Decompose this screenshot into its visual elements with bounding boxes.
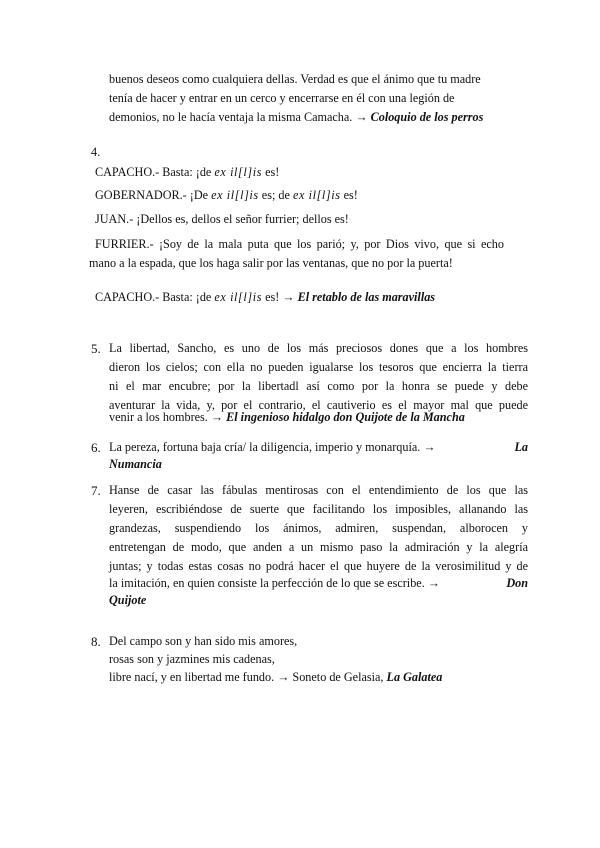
p7-line-6-text: la imitación, en quien consiste la perfección de lo que se escribe. → — [109, 576, 440, 590]
p3-work-title: Coloquio de los perros — [370, 110, 484, 124]
p8-line-2: rosas son y jazmines mis cadenas, — [109, 652, 275, 666]
capacho-line-2-latin: ex il[l]is — [214, 290, 263, 304]
p7-line-5: juntas; y todas estas cosas no podrá hacer el que huyere de la verosimilitud y de — [109, 559, 528, 573]
furrier-line-1: FURRIER.- ¡Soy de la mala puta que los parió; y, por Dios vivo, que si echo — [95, 237, 504, 251]
p5-line-2: dieron los cielos; con ella no pueden igualarse los tesoros que encierra la tierra — [109, 360, 528, 374]
p5-line-1: La libertad, Sancho, es uno de los más preciosos dones que a los hombres — [109, 341, 528, 355]
p7-work-title-1: Don — [506, 576, 528, 590]
p8-work-title: La Galatea — [386, 670, 443, 684]
capacho-line-2-b: es! → — [265, 290, 295, 304]
p8-line-1: Del campo son y han sido mis amores, — [109, 634, 298, 648]
gobernador-line — [95, 188, 358, 203]
p7-line-2: leyeren, escribiéndose de suerte que facilitando los imposibles, allanando las — [109, 502, 528, 516]
furrier-line-2: mano a la espada, que los haga salir por las ventanas, que no por la puerta! — [89, 256, 453, 270]
capacho-line-2 — [95, 290, 435, 305]
gobernador-line-c: es! — [343, 188, 358, 202]
p3-line-2: tenía de hacer y entrar en un cerco y encerrarse en él con una legión de — [109, 91, 455, 105]
item-7-number: 7. — [91, 483, 101, 498]
p7-line-6 — [109, 576, 528, 591]
p7-line-3: grandezas, suspendiendo los ánimos, admiren, suspendan, alborocen y — [109, 521, 528, 535]
gobernador-line-a: GOBERNADOR.- ¡De — [95, 188, 209, 202]
capacho-line-1 — [95, 165, 279, 180]
p7-line-1: Hanse de casar las fábulas mentirosas con el entendimiento de los que las — [109, 483, 528, 497]
gobernador-line-b: es; de — [261, 188, 290, 202]
capacho-line-1-b: es! — [265, 165, 280, 179]
item-4-number: 4. — [91, 145, 101, 159]
p6-work-title-2: Numancia — [109, 457, 162, 471]
p7-work-title-2: Quijote — [109, 593, 147, 607]
p6-work-title-1: La — [514, 440, 528, 454]
p5-work-title: El ingenioso hidalgo don Quijote de la Mancha — [226, 410, 465, 424]
p3-line-3-text: demonios, no le hacía ventaja la misma Camacha. → — [109, 110, 368, 124]
p5-line-3: ni el mar encubre; por la libertadl así como por la honra se puede y debe — [109, 379, 528, 393]
p8-line-3 — [109, 670, 442, 685]
gobernador-latin-1: ex il[l]is — [211, 188, 259, 202]
p3-line-3 — [109, 110, 483, 125]
item-6-number: 6. — [91, 440, 101, 455]
capacho-line-1-a: CAPACHO.- Basta: ¡de — [95, 165, 212, 179]
capacho-work-title: El retablo de las maravillas — [297, 290, 436, 304]
p5-line-4: aventurar la vida, y, por el contrario, el cautiverio es el mayor mal que puede — [109, 398, 528, 412]
item-5-number: 5. — [91, 341, 101, 356]
item-8-number: 8. — [91, 634, 101, 649]
p6-line-1 — [109, 440, 528, 455]
p3-line-1: buenos deseos como cualquiera dellas. Verdad es que el ánimo que tu madre — [109, 72, 481, 86]
gobernador-latin-2: ex il[l]is — [292, 188, 341, 202]
p6-line-1-text: La pereza, fortuna baja cría/ la diligencia, imperio y monarquía. → — [109, 440, 436, 454]
p8-line-3-text: libre nací, y en libertad me fundo. → Soneto de Gelasia, — [109, 670, 384, 684]
p5-line-5-text: venir a los hombres. → — [109, 410, 224, 424]
capacho-line-2-a: CAPACHO.- Basta: ¡de — [95, 290, 212, 304]
p7-line-4: entretengan de modo, que anden a un mismo paso la admiración y la alegría — [109, 540, 528, 554]
p5-line-5 — [109, 410, 465, 425]
juan-line: JUAN.- ¡Dellos es, dellos el señor furrier; dellos es! — [95, 212, 349, 226]
capacho-line-1-latin: ex il[l]is — [214, 165, 263, 179]
